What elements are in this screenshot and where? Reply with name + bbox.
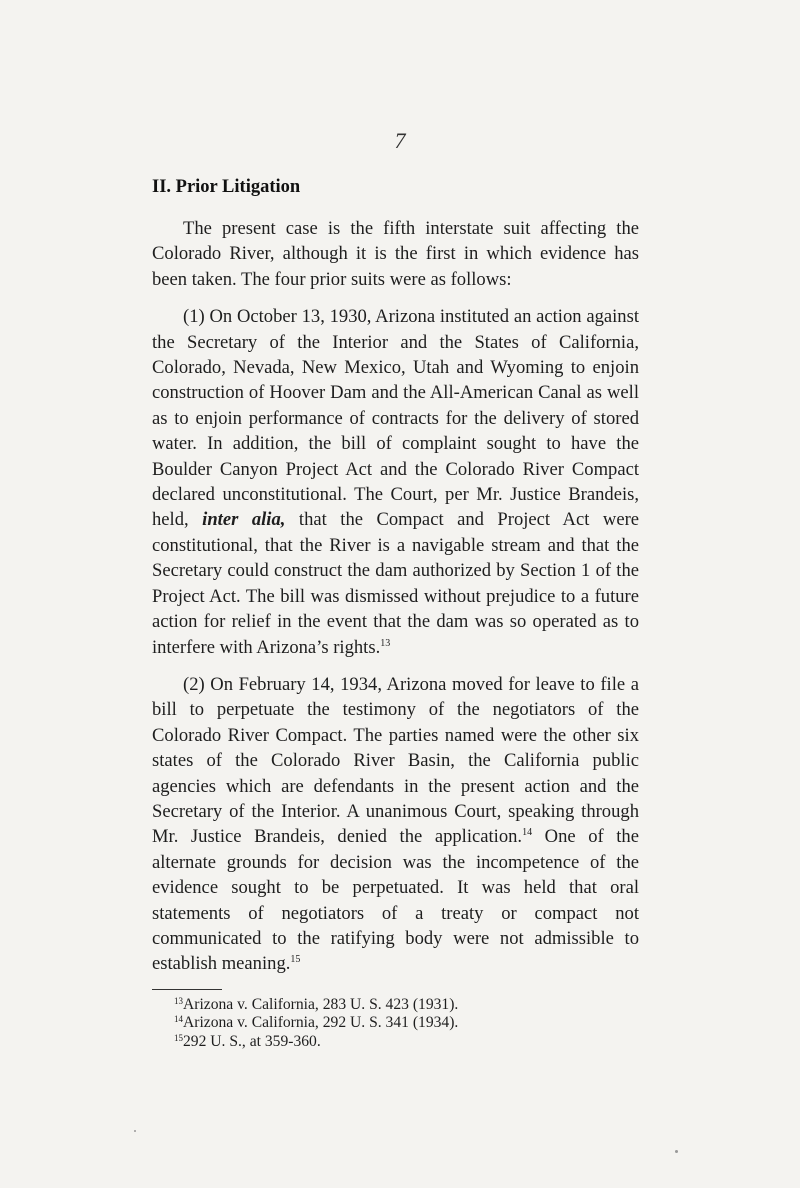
footnote-15 xyxy=(174,1033,639,1051)
footnote-text: Arizona v. California, 292 U. S. 341 (1934). xyxy=(183,1014,459,1032)
suit-2-paragraph xyxy=(152,672,639,977)
suit-1-text-a: (1) On October 13, 1930, Arizona instituted an action against the Secretary of the Interior and the States of California, Colorado, Nevada, New Mexico, Utah and Wyoming to enjoin construction of Hoover Dam and the All-American Canal as well as to enjoin performance of contracts for the delivery of stored water. In addition, the bill of complaint sought to have the Boulder Canyon Project Act and the Colorado River Compact declared unconstitutional. The Court, per Mr. Justice Brandeis, held, xyxy=(152,306,639,531)
suit-1-text-b: that the Compact and Project Act were constitutional, that the River is a navigable stream and that the Secretary could construct the dam authorized by Section 1 of the Project Act. The bill was dismissed without prejudice to a future action for relief in the event that the dam was so operated as to interfere with Arizona’s rights. xyxy=(152,509,640,658)
paper-speck xyxy=(134,1130,136,1132)
suit-2-text-b: One of the alternate grounds for decision was the incompetence of the evidence sought to be perpetuated. It was held that oral statements of negotiators of a treaty or compact not communicated to the ratifying body were not admissible to establish meaning. xyxy=(152,826,639,975)
suit-2-text-a: (2) On February 14, 1934, Arizona moved for leave to file a bill to perpetuate the testimony of the negotiators of the Colorado River Compact. The parties named were the other six states of the Colorado River Basin, the California public agencies which are defendants in the present action and the Secretary of the Interior. A unanimous Court, speaking through Mr. Justice Brandeis, denied the application. xyxy=(152,673,639,848)
footnote-number: 13 xyxy=(174,995,183,1006)
page-number: 7 xyxy=(394,128,406,153)
footnote-text: 292 U. S., at 359-360. xyxy=(183,1032,321,1050)
footnote-number: 15 xyxy=(174,1032,183,1043)
section-heading: II. Prior Litigation xyxy=(152,177,301,197)
intro-text: The present case is the fifth interstate suit affecting the Colorado River, although it is the first in which evidence has been taken. The four prior suits were as follows: xyxy=(152,218,639,290)
paper-speck xyxy=(675,1150,678,1153)
footnotes xyxy=(152,996,639,1051)
intro-paragraph xyxy=(152,216,639,292)
suit-1-italic: inter alia, xyxy=(202,509,286,531)
footnote-ref-13: 13 xyxy=(380,637,391,649)
main-text-block xyxy=(152,174,639,1051)
footnote-text: Arizona v. California, 283 U. S. 423 (1931). xyxy=(183,995,459,1013)
footnote-14 xyxy=(174,1014,639,1032)
footnote-divider xyxy=(152,989,222,990)
footnote-ref-14: 14 xyxy=(522,827,533,839)
footnote-13 xyxy=(174,996,639,1014)
footnote-number: 14 xyxy=(174,1014,183,1025)
suit-1-paragraph xyxy=(152,304,639,660)
footnote-ref-15: 15 xyxy=(290,954,301,966)
